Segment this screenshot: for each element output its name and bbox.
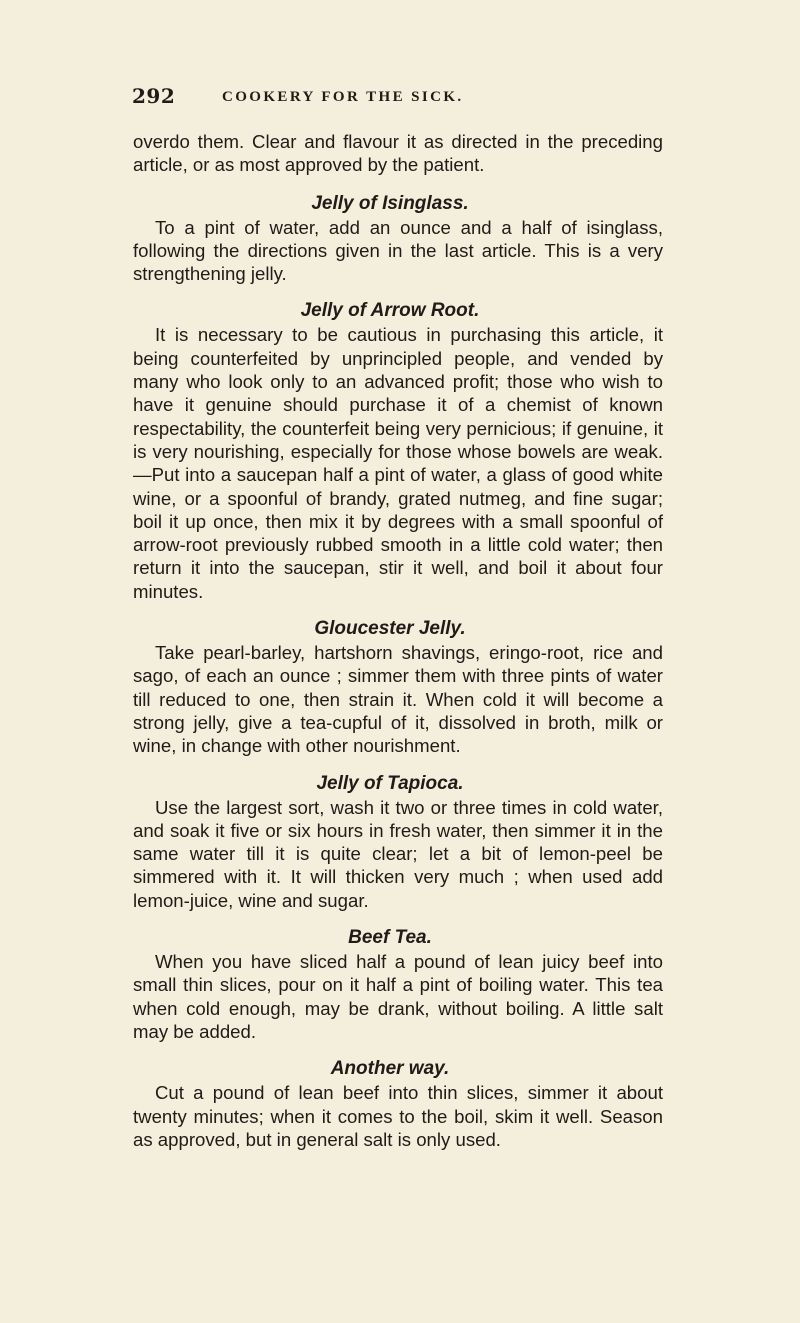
recipe-title-arrow-root: Jelly of Arrow Root. <box>300 300 480 322</box>
page-number: 292 <box>132 84 176 108</box>
recipe-title-another-way: Another way. <box>330 1058 450 1080</box>
page-body <box>133 130 663 1151</box>
recipe-text-tapioca: Use the largest sort, wash it two or three times in cold water, and soak it five or six hours in fresh water, then simmer it in the same water till it is quite clear; let a bit of lemon-peel be simmered with it. It will thicken very much ; when used add lemon-juice, wine and sugar. <box>133 796 663 911</box>
recipe-title-gloucester: Gloucester Jelly. <box>314 618 466 640</box>
recipe-title-isinglass: Jelly of Isinglass. <box>311 192 469 214</box>
running-title: COOKERY FOR THE SICK. <box>222 89 464 105</box>
page-header <box>132 84 652 114</box>
continued-paragraph: overdo them. Clear and flavour it as directed in the preceding article, or as most approved by the patient. <box>133 131 663 176</box>
recipe-text-arrow-root: It is necessary to be cautious in purchasing this article, it being counterfeited by unprincipled people, and vended by many who look only to an advanced profit; those who wish to have it genuine should purchase it of a chemist of known respectability, the counterfeit being very pernicious; if genuine, it is very nourishing, especially for those whose bowels are weak.—Put into a saucepan half a pint of water, a glass of good white wine, or a spoonful of brandy, grated nutmeg, and fine sugar; boil it up once, then mix it by degrees with a small spoonful of arrow-root previously rubbed smooth in a little cold water; then return it into the saucepan, stir it well, and boil it about four minutes. <box>133 324 663 602</box>
recipe-text-isinglass: To a pint of water, add an ounce and a half of isinglass, following the directions given in the last article. This is a very strengthening jelly. <box>133 216 663 285</box>
recipe-text-beef-tea: When you have sliced half a pound of lean juicy beef into small thin slices, pour on it half a pint of boiling water. This tea when cold enough, may be drank, without boiling. A little salt may be added. <box>133 951 663 1042</box>
recipe-text-gloucester: Take pearl-barley, hartshorn shavings, eringo-root, rice and sago, of each an ounce ; simmer them with three pints of water till reduced to one, then strain it. When cold it will become a strong jelly, give a tea-cupful of it, dissolved in broth, milk or wine, in change with other nourishment. <box>133 642 663 757</box>
recipe-title-beef-tea: Beef Tea. <box>348 927 432 949</box>
recipe-text-another-way: Cut a pound of lean beef into thin slices, simmer it about twenty minutes; when it comes to the boil, skim it well. Season as approved, but in general salt is only used. <box>133 1082 663 1150</box>
recipe-title-tapioca: Jelly of Tapioca. <box>316 772 464 794</box>
